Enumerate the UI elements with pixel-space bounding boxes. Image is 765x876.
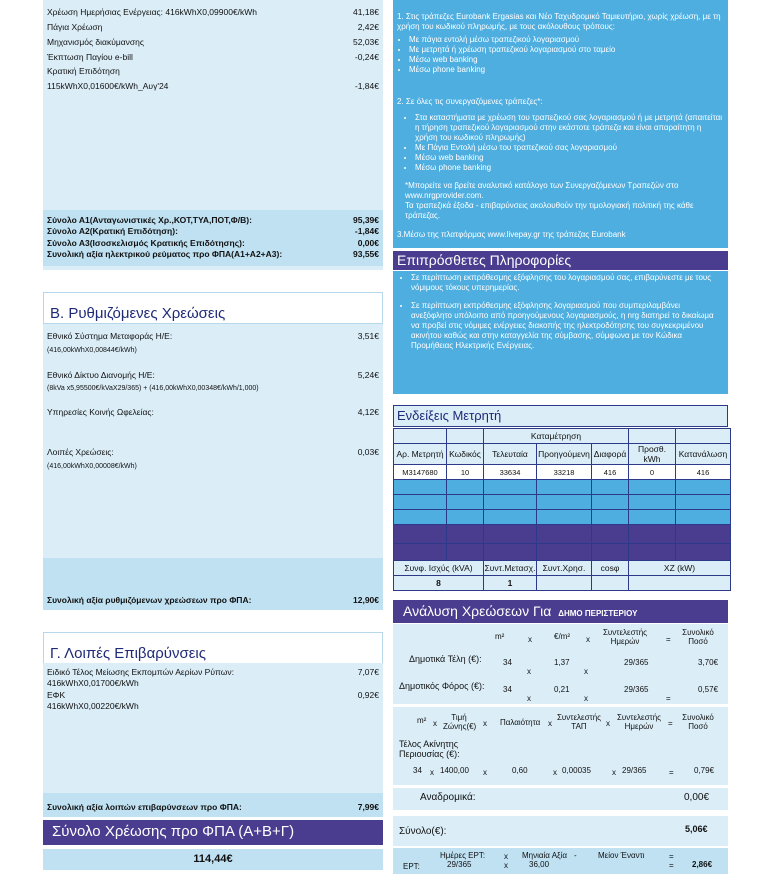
ert-amount: 2,86€ [692, 860, 713, 869]
meter-empty-cell [484, 480, 537, 495]
analysis-h2-m2: m² [417, 716, 427, 725]
emissions-amount: 7,07€ [357, 667, 379, 677]
efk-detail: 416kWhX0,00220€/kWh [47, 701, 139, 711]
meter-empty-cell [676, 495, 731, 510]
total-a3-amount: 0,00€ [357, 238, 379, 248]
analysis-h1-x: x [586, 635, 590, 644]
meter-empty-cell [447, 495, 484, 510]
ert-x2: x [504, 861, 508, 870]
subsidy-detail-label: 115kWhX0,01600€/kWh_Αυγ'24 [47, 81, 169, 91]
total-a1-label: Σύνολο Α1(Ανταγωνιστικές Χρ.,ΚΟΤ,ΤΥΑ,ΠΟΤ,Φ/Β): [47, 215, 252, 225]
meter-empty-cell [537, 525, 592, 544]
municipal-tax-label: Δημοτικός Φόρος (€): [399, 681, 485, 691]
meter-empty-cell [629, 495, 676, 510]
property-tax-eq: = [669, 768, 674, 777]
property-tax-x3: x [553, 768, 557, 777]
meter-table [393, 428, 731, 591]
other-charges-detail: (416,00kWhX0,00008€/kWh) [47, 463, 137, 470]
total-energy-amount: 93,55€ [353, 249, 379, 259]
payment-p1-item: • Μέσω phone banking [409, 65, 723, 75]
meter-value-cell: 416 [592, 465, 629, 480]
analysis-h2-total: Συνολικό Ποσό [682, 713, 714, 731]
payment-p2-item: • Με Πάγια Εντολή μέσω του τραπεζικού σας λογαριασμού [415, 143, 723, 153]
ert-minus-header: Μείον Έναντι [598, 851, 645, 860]
ert-eq: = [669, 852, 674, 861]
payment-p2-title: 2. Σε όλες τις συνεργαζόμενες τράπεζες*: [397, 97, 543, 106]
meter-empty-cell [394, 544, 447, 561]
payment-p1-title: 1. Στις τράπεζες Eurobank Ergasias και Νέο Ταχυδρομικό Ταμιευτήριο, χωρίς χρέωση, με τη χρήση του κωδικού πληρωμής, με τους ακόλουθους τρόπους: [397, 12, 721, 31]
meter-bottom-value: 1 [484, 576, 537, 591]
property-tax-amount: 0,79€ [694, 766, 715, 775]
ert-minus: - [574, 851, 577, 860]
analysis-sum-label: Σύνολο(€): [399, 826, 447, 837]
extra-info-item: • Σε περίπτωση εκπρόθεσμης εξόφλησης του λογαριασμού σας, επιβαρύνεστε με τους νόμιμους τόκους υπερημερίας. [411, 273, 723, 293]
meter-bottom-value [537, 576, 592, 591]
meter-bottom-header: cosφ [592, 561, 629, 576]
analysis-h2-eq: = [668, 719, 673, 728]
meter-header-cell: Διαφορά [592, 444, 629, 465]
analysis-title [403, 603, 637, 619]
distribution-amount: 5,24€ [357, 370, 379, 380]
property-tax-x4: x [612, 768, 616, 777]
meter-empty-cell [676, 480, 731, 495]
ert-label: ΕΡΤ: [403, 862, 420, 871]
property-tax-x2: x [483, 768, 487, 777]
meter-value-cell: 33634 [484, 465, 537, 480]
municipal-tax-days: 29/365 [624, 685, 649, 694]
transmission-amount: 3,51€ [357, 331, 379, 341]
meter-value-cell: 416 [676, 465, 731, 480]
grand-total-title: Σύνολο Χρέωσης προ ΦΠΑ (Α+Β+Γ) [52, 823, 295, 840]
efk-amount: 0,92€ [357, 690, 379, 700]
analysis-h1-total: Συνολικό Ποσό [682, 628, 714, 646]
meter-empty-cell [447, 510, 484, 525]
meter-empty-cell [537, 510, 592, 525]
meter-bottom-header: Συντ.Μετασχ. [484, 561, 537, 576]
municipal-fees-label: Δημοτικά Τέλη (€): [409, 654, 482, 664]
analysis-municipality: ΔΗΜΟ ΠΕΡΙΣΤΕΡΙΟΥ [558, 609, 638, 618]
public-service-amount: 4,12€ [357, 407, 379, 417]
meter-empty-cell [629, 525, 676, 544]
meter-empty-cell [484, 495, 537, 510]
meter-value-cell: 10 [447, 465, 484, 480]
grand-total-amount: 114,44€ [193, 853, 233, 865]
meter-bottom-value: 8 [394, 576, 484, 591]
municipal-tax-x2: x [584, 694, 588, 703]
total-energy-label: Συνολική αξία ηλεκτρικού ρεύματος προ ΦΠΑ(Α1+Α2+Α3): [47, 249, 283, 259]
meter-empty-cell [676, 525, 731, 544]
meter-cell [629, 429, 676, 444]
meter-empty-cell [394, 495, 447, 510]
analysis-h2-x: x [606, 719, 610, 728]
meter-empty-cell [394, 510, 447, 525]
municipal-tax-price: 0,21 [554, 685, 570, 694]
meter-empty-cell [484, 510, 537, 525]
emissions-detail: 416kWhX0,01700€/kWh [47, 678, 139, 688]
meter-empty-cell [447, 525, 484, 544]
section-b-total-label: Συνολική αξία ρυθμιζόμενων χρεώσεων προ ΦΠΑ: [47, 595, 252, 605]
payment-p2-note2: Τα τραπεζικά έξοδα - επιβαρύνσεις ακολουθούν την τιμολογιακή πολιτική της κάθε τράπεζας. [405, 201, 694, 220]
total-a1-amount: 95,39€ [353, 215, 379, 225]
meter-empty-cell [592, 510, 629, 525]
meter-header-cell: Τελευταία [484, 444, 537, 465]
payment-p2-item: • Μέσω web banking [415, 153, 723, 163]
property-tax-days: 29/365 [622, 766, 647, 775]
other-charges-amount: 0,03€ [357, 447, 379, 457]
public-service-label: Υπηρεσίες Κοινής Ωφελείας: [47, 407, 154, 417]
meter-header-cell: Κατανάλωση [676, 444, 731, 465]
extra-info-list [397, 273, 723, 351]
meter-empty-cell [537, 495, 592, 510]
property-tax-x: x [430, 768, 434, 777]
municipal-fees-x2: x [584, 667, 588, 676]
section-g-title: Γ. Λοιπές Επιβαρύνσεις [50, 645, 206, 662]
analysis-h2-zone: Τιμή Ζώνης(€) [443, 713, 477, 731]
analysis-h1-x: x [528, 635, 532, 644]
payment-p3: 3.Μέσω της πλατφόρμας www.livepay.gr της τράπεζας Eurobank [397, 230, 626, 239]
payment-p1-item: • Με πάγια εντολή μέσω τραπεζικού λογαριασμού [409, 35, 723, 45]
retroactive-label: Αναδρομικά: [420, 792, 476, 803]
meter-bottom-header: Συντ.Χρησ. [537, 561, 592, 576]
meter-empty-cell [484, 525, 537, 544]
analysis-h2-days: Συντελεστής Ημερών [616, 713, 661, 731]
municipal-fees-m2: 34 [503, 658, 512, 667]
payment-p2-note: *Μπορείτε να βρείτε αναλυτικό κατάλογο των Συνεργαζόμενων Τραπεζών στο www.nrgprovider.com. [405, 181, 679, 200]
analysis-h1-factor: Συντελεστής Ημερών [602, 628, 647, 646]
analysis-h1-eq: = [666, 635, 671, 644]
total-a3-label: Σύνολο Α3(Ισοσκελισμός Κρατικής Επιδότησης): [47, 238, 245, 248]
section-b-title: Β. Ρυθμιζόμενες Χρεώσεις [50, 305, 226, 322]
transmission-label: Εθνικό Σύστημα Μεταφοράς Η/Ε: [47, 331, 173, 341]
emissions-label: Ειδικό Τέλος Μείωσης Εκπομπών Αερίων Ρύπων: [47, 667, 234, 677]
meter-cell [394, 429, 447, 444]
property-tax-m2: 34 [413, 766, 422, 775]
distribution-detail: (8kVa x5,95500€/kVaX29/365) + (416,00kWhX0,00348€/kWh/1,000) [47, 385, 259, 392]
meter-empty-cell [394, 525, 447, 544]
meter-empty-cell [676, 544, 731, 561]
municipal-tax-amount: 0,57€ [698, 685, 719, 694]
analysis-h2-x: x [548, 719, 552, 728]
meter-empty-cell [537, 480, 592, 495]
meter-header-cell: Προσθ. kWh [629, 444, 676, 465]
ert-fee-header: Μηνιαία Αξία [522, 851, 568, 860]
payment-p1-item: • Μέσω web banking [409, 55, 723, 65]
section-b-body [43, 324, 383, 558]
energy-charge-label: Χρέωση Ημερήσιας Ενέργειας: 416kWhX0,09900€/kWh [47, 7, 258, 17]
analysis-h2-age: Παλαιότητα [500, 718, 541, 727]
distribution-label: Εθνικό Δίκτυο Διανομής Η/Ε: [47, 370, 155, 380]
municipal-fees-price: 1,37 [554, 658, 570, 667]
analysis-h1-eurm2: €/m² [554, 632, 570, 641]
payment-p2-item: • Μέσω phone banking [415, 163, 723, 173]
analysis-h2-tap: Συντελεστής ΤΑΠ [556, 713, 601, 731]
property-tax-label: Τέλος Ακίνητης Περιουσίας (€): [399, 739, 460, 759]
analysis-h2-x: x [433, 719, 437, 728]
meter-empty-cell [629, 510, 676, 525]
meter-empty-cell [592, 480, 629, 495]
analysis-h1-m2: m² [495, 632, 505, 641]
meter-group-header: Καταμέτρηση [484, 429, 629, 444]
payment-p2 [397, 97, 723, 221]
extra-info-item: • Σε περίπτωση εκπρόθεσμης εξόφλησης λογαριασμού που συμπεριλαμβάνει ανεξόφλητο υπόλοιπο από προηγούμενους λογαριασμούς, η nrg διατηρεί το δικαίωμα να προβεί στις νόμιμες ενέργειες διακοπής της ηλεκτροδότησης του συγκεκριμένου ακινήτου καθώς και στην καταγγελία της σύμβασης, σύμφωνα με τον Κώδικα Προμήθειας Ηλεκτρικής Ενέργειας. [411, 301, 723, 351]
meter-empty-cell [592, 495, 629, 510]
section-g-total-amount: 7,99€ [357, 802, 379, 812]
payment-p1 [397, 12, 723, 75]
meter-empty-cell [484, 544, 537, 561]
ebill-discount-label: Έκπτωση Παγίου e-bill [47, 52, 133, 62]
meter-empty-cell [592, 544, 629, 561]
transmission-detail: (416,00kWhX0,00844€/kWh) [47, 347, 137, 354]
analysis-h2-x: x [483, 719, 487, 728]
analysis-sum-amount: 5,06€ [685, 824, 708, 834]
payment-p1-item: • Με μετρητά ή χρέωση τραπεζικού λογαριασμού στο ταμείο [409, 45, 723, 55]
meter-empty-cell [394, 480, 447, 495]
meter-bottom-value [629, 576, 731, 591]
property-tax-age: 0,60 [512, 766, 528, 775]
analysis-title-text: Ανάλυση Χρεώσεων Για [403, 603, 552, 619]
meter-header-cell: Προηγούμενη [537, 444, 592, 465]
fluctuation-amount: 52,03€ [353, 37, 379, 47]
retroactive-amount: 0,00€ [684, 792, 710, 803]
meter-empty-cell [676, 510, 731, 525]
efk-label: ΕΦΚ [47, 690, 66, 700]
meter-value-cell: 33218 [537, 465, 592, 480]
meter-bottom-value [592, 576, 629, 591]
meter-bottom-header: Συνφ. Ισχύς (kVA) [394, 561, 484, 576]
municipal-tax-eq: = [666, 694, 671, 703]
meter-empty-cell [592, 525, 629, 544]
meter-empty-cell [537, 544, 592, 561]
municipal-tax-x: x [527, 694, 531, 703]
meter-bottom-header: XZ (kW) [629, 561, 731, 576]
ert-eq2: = [669, 861, 674, 870]
meter-empty-cell [447, 480, 484, 495]
property-tax-coef: 0,00035 [562, 766, 591, 775]
ert-days-header: Ημέρες ΕΡΤ: [440, 851, 486, 860]
fixed-charge-amount: 2,42€ [357, 22, 379, 32]
meter-value-cell: 0 [629, 465, 676, 480]
municipal-fees-x: x [527, 667, 531, 676]
meter-header-cell: Αρ. Μετρητή [394, 444, 447, 465]
ert-x: x [504, 852, 508, 861]
municipal-fees-amount: 3,70€ [698, 658, 719, 667]
municipal-fees-days: 29/365 [624, 658, 649, 667]
total-a2-label: Σύνολο Α2(Κρατική Επιδότηση): [47, 226, 178, 236]
meter-cell [676, 429, 731, 444]
payment-p2-item: • Στα καταστήματα με χρέωση του τραπεζικού σας λογαριασμού ή με μετρητά (απαιτείται η τήρηση τραπεζικού λογαριασμού στην εκάστοτε τράπεζα και είναι απαραίτητη η χρήση του κωδικού πληρωμής) [415, 113, 723, 143]
state-subsidy-label: Κρατική Επιδότηση [47, 66, 120, 76]
ert-days: 29/365 [447, 860, 472, 869]
extra-info-title: Επιπρόσθετες Πληροφορίες [397, 252, 572, 268]
subsidy-amount: -1,84€ [354, 81, 379, 91]
ert-fee: 36,00 [529, 860, 550, 869]
section-g-total-label: Συνολική αξία λοιπών επιβαρύνσεων προ ΦΠΑ: [47, 802, 242, 812]
property-tax-zone: 1400,00 [440, 766, 469, 775]
meter-empty-cell [629, 544, 676, 561]
meter-empty-cell [629, 480, 676, 495]
municipal-tax-m2: 34 [503, 685, 512, 694]
total-a2-amount: -1,84€ [354, 226, 379, 236]
meter-value-cell: M3147680 [394, 465, 447, 480]
meter-cell [447, 429, 484, 444]
section-b-total-amount: 12,90€ [353, 595, 379, 605]
fluctuation-label: Μηχανισμός διακύμανσης [47, 37, 144, 47]
meter-empty-cell [447, 544, 484, 561]
meter-header-cell: Κωδικός [447, 444, 484, 465]
energy-charge-amount: 41,18€ [353, 7, 379, 17]
fixed-charge-label: Πάγια Χρέωση [47, 22, 103, 32]
ebill-discount-amount: -0,24€ [354, 52, 379, 62]
other-charges-label: Λοιπές Χρεώσεις: [47, 447, 114, 457]
meter-title: Ενδείξεις Μετρητή [397, 408, 502, 423]
